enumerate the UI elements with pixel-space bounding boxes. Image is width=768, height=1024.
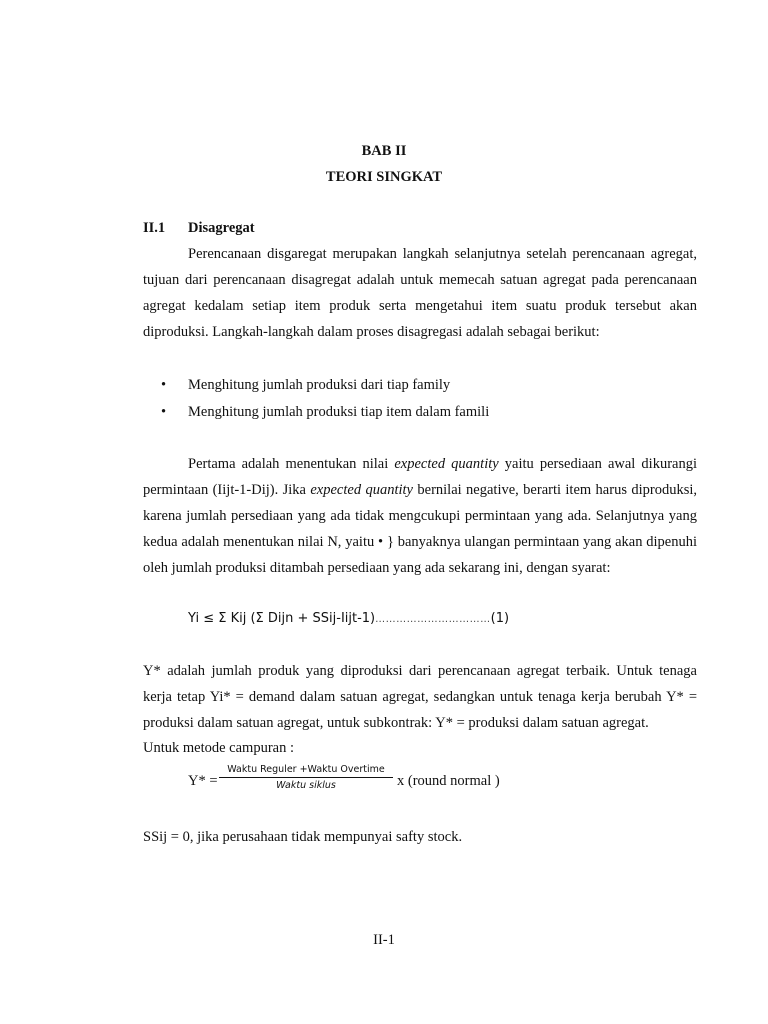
paragraph-expected-quantity [143, 451, 697, 581]
safety-stock-note: SSij = 0, jika perusahaan tidak mempunyai safty stock. [143, 829, 463, 845]
list-item: Menghitung jumlah produksi dari tiap family [188, 377, 451, 393]
italic-term: expected quantity [310, 482, 413, 498]
section-title: Disagregat [188, 220, 255, 236]
formula-lhs: Y* = [188, 773, 218, 789]
text-run: yaitu persediaan awal dikurangi permintaan (Iijt-1-Dij). Jika [143, 456, 697, 498]
fraction [219, 764, 393, 791]
section-number: II.1 [143, 220, 166, 236]
paragraph-intro: Perencanaan disgaregat merupakan langkah selanjutnya setelah perencanaan agregat, tujuan dari perencanaan disagregat adalah untuk memecah satuan agregat pada perencanaan agregat kedalam setiap item produk serta mengetahui item suatu produk tersebut akan diproduksi. Langkah-langkah dalam proses disagregasi adalah sebagai berikut: [143, 246, 697, 340]
formula-dots: …………………………… [375, 614, 491, 625]
text-run: Pertama adalah menentukan nilai [188, 456, 395, 472]
chapter-title: TEORI SINGKAT [325, 169, 443, 185]
list-item: Menghitung jumlah produksi tiap item dalam famili [188, 404, 490, 420]
fraction-numerator: Waktu Reguler +Waktu Overtime [219, 764, 393, 778]
chapter-label: BAB II [361, 143, 407, 159]
formula-1 [188, 611, 509, 626]
paragraph-y-star: Y* adalah jumlah produk yang diproduksi dari perencanaan agregat terbaik. Untuk tenaga kerja tetap Yi* = demand dalam satuan agregat, sedangkan untuk tenaga kerja berubah Y* = produksi dalam satuan agregat, untuk subkontrak: Y* = produksi dalam satuan agregat. [143, 663, 697, 731]
formula-rhs: x (round normal ) [397, 773, 500, 789]
page-number: II-1 [373, 932, 395, 948]
bullet-icon: • [161, 404, 167, 420]
paragraph-y-star-last-line: Untuk metode campuran : [143, 740, 294, 756]
italic-term: expected quantity [394, 456, 499, 472]
formula-expression: Yi ≤ Σ Kij (Σ Dijn + SSij-Iijt-1) [188, 611, 376, 626]
fraction-denominator: Waktu siklus [276, 780, 336, 791]
bullet-icon: • [161, 377, 167, 393]
equation-number: (1) [490, 611, 510, 626]
text-run: bernilai negative, berarti item harus diproduksi, karena jumlah persediaan yang ada tidak mengcukupi permintaan yang ada. Selanjutnya yang kedua adalah menentukan nilai N, yaitu • } banyaknya ulangan permintaan yang akan dipenuhi oleh jumlah produksi ditambah persediaan yang ada sekarang ini, dengan syarat: [143, 482, 697, 576]
